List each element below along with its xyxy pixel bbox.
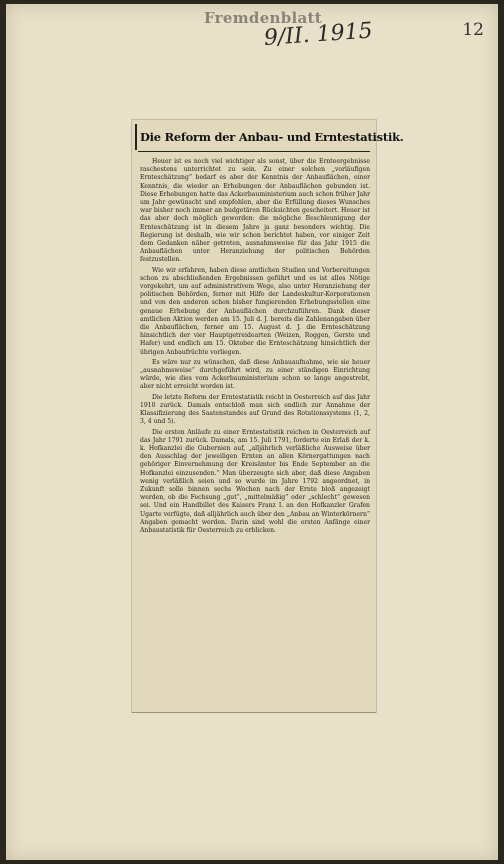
handwritten-date: 9/II. 1915 [263,18,374,51]
article-paragraph: Die letzte Reform der Erntestatistik reicht in Oesterreich auf das Jahr 1910 zurück. Damals entschloß man sich endlich zur Annahme der Klassifizierung des Saatenstandes auf Grund des Rotationssystems (1, 2, 3, 4 und 5). [140,393,370,426]
page-number: 12 [462,20,484,40]
article-paragraph: Heuer ist es noch viel wichtiger als sonst, über die Ernteergebnisse raschestens unterrichtet zu sein. Zu einer solchen „vorläufigen Ernteschätzung“ bedarf es aber der Kenntnis der Anbauflächen, einer Kenntnis, die wieder an Erhebungen der Anbauflächen gebunden ist. Diese Erhebungen hatte das Ackerbauministerium auch schon früher Jahr um Jahr gewünscht und empfohlen, aber die Erfüllung dieses Wunsches war bisher noch immer an budgetären Rücksichten gescheitert. Heuer ist das aber doch möglich geworden: die mögliche Beschleunigung der Ernteschätzung ist in diesem Jahre ja ganz besonders wichtig. Die Regierung ist deshalb, wie wir schon berichtet haben, vor einiger Zeit dem Gedanken näher getreten, ausnahmsweise für das Jahr 1915 die Anbauflächen unter Heranziehung der politischen Behörden festzustellen. [140,158,370,264]
clipping-fold-line [132,712,376,713]
column-marker [135,124,137,150]
newspaper-clipping [132,120,404,712]
article-body [140,158,370,537]
article-headline: Die Reform der Anbau- und Erntestatistik. [140,130,404,144]
headline-rule [138,151,370,152]
article-paragraph: Die ersten Anläufe zu einer Erntestatistik reichen in Oesterreich auf das Jahr 1791 zurück. Damals, am 15. Juli 1791, forderte ein Erlaß der k. k. Hofkanzlei die Gubernien auf, „alljährlich verläßliche Ausweise über den Ausschlag der jeweiligen Ernten an allen Körnergattungen nach gehöriger Einvernehmung der Kreisämter bis Ende September an die Hofkanzlei einzusenden.“ Man überzeugte sich aber, daß diese Angaben wenig verläßlich seien und so wurde im Jahre 1792 angeordnet, in Zukunft solle binnen sechs Wochen nach der Ernte bloß angezeigt werden, ob die Fechsung „gut“, „mittelmäßig“ oder „schlecht“ gewesen sei. Und ein Handbillet des Kaisers Franz I. an den Hofkanzler Grafen Ugarte verfügte, daß alljährlich auch über den „Anbau an Winterkörnern“ Angaben gemacht werden. Darin sind wohl die ersten Anfänge einer Anbaustatistik für Oesterreich zu erblicken. [140,428,370,534]
newspaper-stamp: Fremdenblatt [204,9,323,27]
article-paragraph: Es wäre nur zu wünschen, daß diese Anbauaufnahme, wie sie heuer „ausnahmsweise“ durchgeführt wird, zu einer ständigen Einrichtung würde, wie dies vom Ackerbauministerium schon so lange angestrebt, aber nicht erreicht worden ist. [140,358,370,391]
article-paragraph: Wie wir erfahren, haben diese amtlichen Studien und Vorbereitungen schon zu abschließenden Ergebnissen geführt und es ist alles Nötige vorgekehrt, um auf administrativem Wege, also unter Heranziehung der politischen Behörden, ferner mit Hilfe der Landeskultur-Korporationen und von den anderen schon bisher fungierenden Erhebungsstellen eine genaue Erhebung der Anbauflächen durchzuführen. Dank dieser amtlichen Aktion werden am 15. Juli d. J. bereits die Zahlenangaben über die Anbauflächen, ferner am 15. August d. J. die Ernteschätzung hinsichtlich der vier Hauptgetreidearten (Weizen, Roggen, Gerste und Hafer) und endlich am 15. Oktober die Ernteschätzung hinsichtlich der übrigen Anbaufrüchte vorliegen. [140,266,370,356]
